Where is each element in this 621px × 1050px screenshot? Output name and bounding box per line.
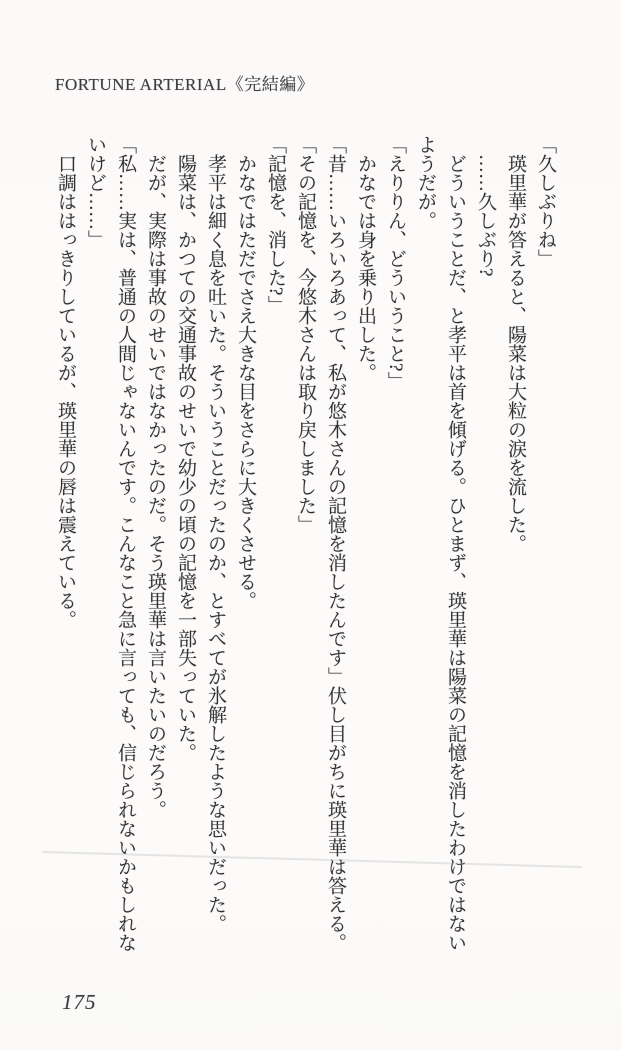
text-column: 「昔……いろいろあって、私が悠木さんの記憶を消したんです」伏し目がちに瑛里華は答える。 [325, 135, 346, 952]
text-column: 口調ははっきりしているが、瑛里華の唇は震えている。 [55, 135, 76, 629]
text-column: ……久しぶり? [475, 135, 496, 277]
text-column: どういうことだ、と孝平は首を傾げる。ひとまず、瑛里華は陽菜の記憶を消したわけではないようだが。 [415, 135, 466, 952]
text-column: 「えりりん、どういうこと?」 [385, 135, 406, 391]
text-column: 陽菜は、かつての交通事故のせいで幼少の頃の記憶を一部失っていた。 [175, 135, 196, 762]
text-column: 「久しぶりね」 [535, 135, 556, 268]
text-column: かなでは身を乗り出した。 [355, 135, 376, 382]
text-column: 「記憶を、消した?」 [265, 135, 286, 315]
text-column: 「私……実は、普通の人間じゃないんです。こんなこと急に言っても、信じられないかもしれないけど……」 [85, 135, 136, 952]
page-number: 175 [62, 990, 97, 1014]
text-column: 孝平は細く息を吐いた。そういうことだったのか、とすべてが氷解したような思いだった。 [205, 135, 226, 933]
running-header: FORTUNE ARTERIAL《完結編》 [55, 75, 315, 94]
text-column: 「その記憶を、今悠木さんは取り戻しました」 [295, 135, 316, 534]
text-column: 瑛里華が答えると、陽菜は大粒の涙を流した。 [505, 135, 526, 553]
novel-text-block [50, 135, 560, 955]
text-column: かなではただでさえ大きな目をさらに大きくさせる。 [235, 135, 256, 610]
text-column: だが、実際は事故のせいではなかったのだ。そう瑛里華は言いたいのだろう。 [145, 135, 166, 819]
